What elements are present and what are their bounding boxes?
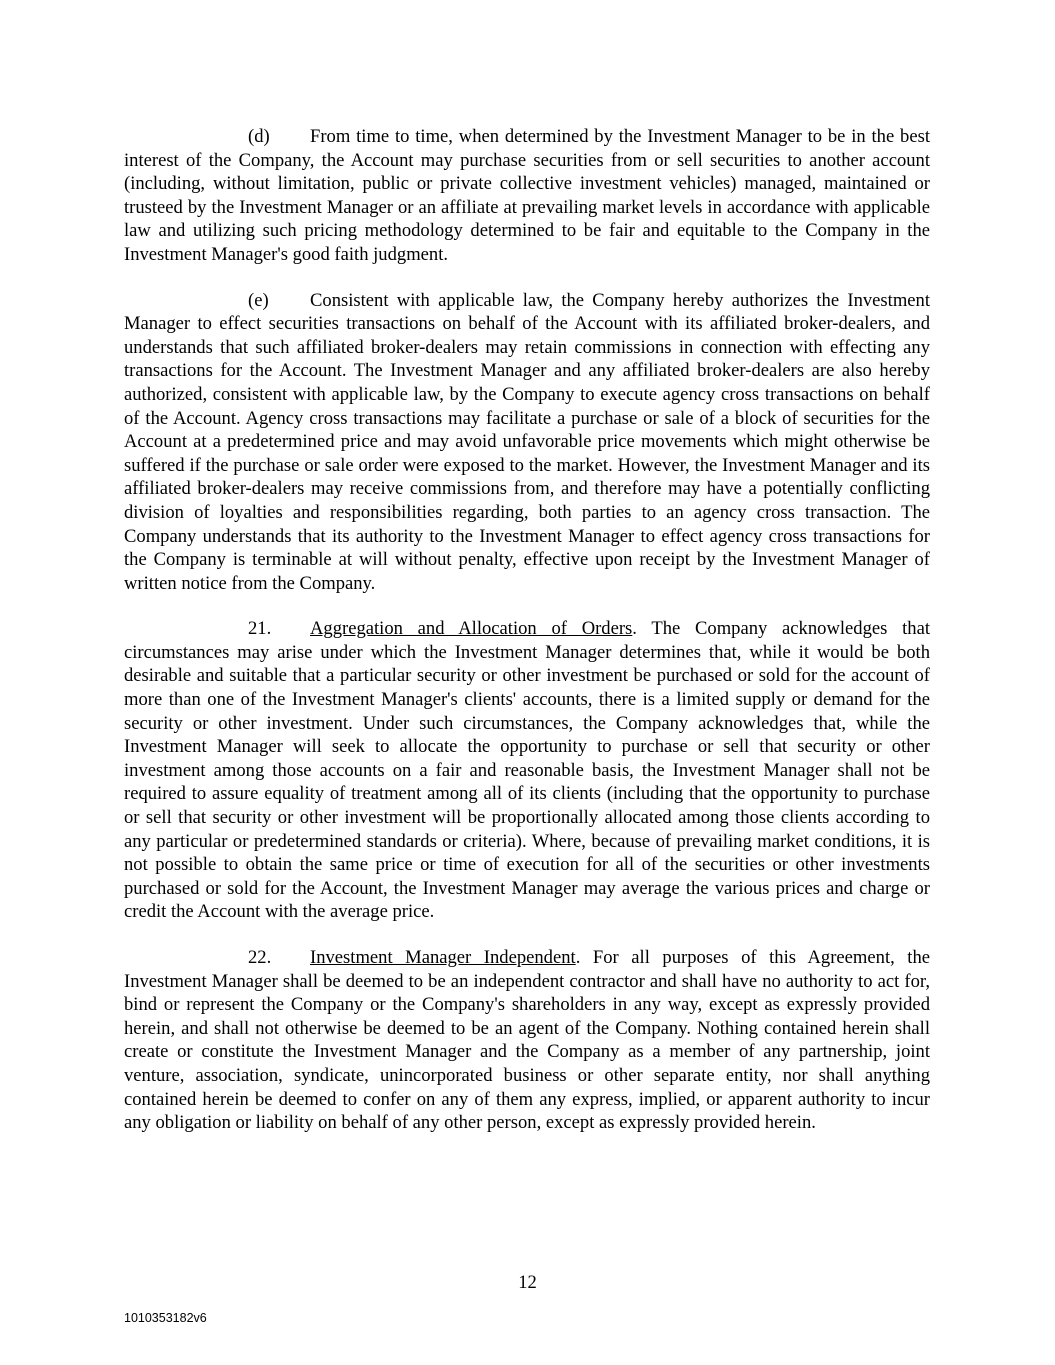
- heading-punctuation: .: [632, 618, 637, 640]
- section-number: 22.: [248, 947, 272, 968]
- paragraph-e: [124, 289, 930, 596]
- paragraph-number: (d): [248, 126, 270, 147]
- paragraph-number: (e): [248, 289, 269, 311]
- document-id: 1010353182v6: [124, 1311, 207, 1325]
- paragraph-d: [124, 125, 930, 267]
- section-text: The Company acknowledges that circumstances may arise under which the Investment Manager determines that, while it would be both desirable and suitable that a particular security or other investment be purchased or sold for the account of more than one of the Investment Manager's clients' accounts, there is a limited supply or demand for the security or other investment. Under such circumstances, the Company acknowledges that, while the Investment Manager will seek to allocate the opportunity to purchase or sell that security or other investment among those accounts on a fair and reasonable basis, the Investment Manager shall not be required to assure equality of treatment among all of its clients (including that the opportunity to purchase or sell that security or other investment will be proportionally allocated among those clients according to any particular or predetermined standards or criteria). Where, because of prevailing market conditions, it is not possible to obtain the same price or time of execution for all of the securities or other investments purchased or sold for the Account, the Investment Manager may average the various prices and charge or credit the Account with the average price.: [124, 618, 930, 923]
- document-body: [124, 125, 930, 1157]
- paragraph-text: From time to time, when determined by the Investment Manager to be in the best interest of the Company, the Account may purchase securities from or sell securities to another account (including, without limitation, public or private collective investment vehicles) managed, maintained or trusteed by the Investment Manager or an affiliate at prevailing market levels in accordance with applicable law and utilizing such pricing methodology determined to be fair and equitable to the Company in the Investment Manager's good faith judgment.: [124, 126, 930, 265]
- section-22: [124, 946, 930, 1135]
- paragraph-text: Consistent with applicable law, the Company hereby authorizes the Investment Manager to effect securities transactions on behalf of the Account with its affiliated broker-dealers, and understands that such affiliated broker-dealers may retain commissions in connection with effecting any transactions for the Account. The Investment Manager and any affiliated broker-dealers are also hereby authorized, consistent with applicable law, by the Company to execute agency cross transactions on behalf of the Account. Agency cross transactions may facilitate a purchase or sale of a block of securities for the Account at a predetermined price and may avoid unfavorable price movements which might otherwise be suffered if the purchase or sale order were exposed to the market. However, the Investment Manager and its affiliated broker-dealers may receive commissions from, and therefore may have a potentially conflicting division of loyalties and responsibilities regarding, both parties to an agency cross transaction. The Company understands that its authority to the Investment Manager to effect agency cross transactions for the Company is terminable at will without penalty, effective upon receipt by the Investment Manager of written notice from the Company.: [124, 289, 930, 594]
- section-heading: Investment Manager Independent: [310, 947, 576, 968]
- section-text: For all purposes of this Agreement, the Investment Manager shall be deemed to be an independent contractor and shall have no authority to act for, bind or represent the Company or the Company's shareholders in any way, except as expressly provided herein, and shall not otherwise be deemed to be an agent of the Company. Nothing contained herein shall create or constitute the Investment Manager and the Company as a member of any partnership, joint venture, association, syndicate, unincorporated business or other separate entity, nor shall anything contained herein be deemed to confer on any of them any express, implied, or apparent authority to incur any obligation or liability on behalf of any other person, except as expressly provided herein.: [124, 947, 931, 1134]
- heading-punctuation: .: [575, 947, 581, 968]
- section-number: 21.: [248, 618, 272, 640]
- section-21: [124, 617, 930, 924]
- page-number: 12: [518, 1272, 537, 1293]
- section-heading: Aggregation and Allocation of Orders: [310, 618, 633, 640]
